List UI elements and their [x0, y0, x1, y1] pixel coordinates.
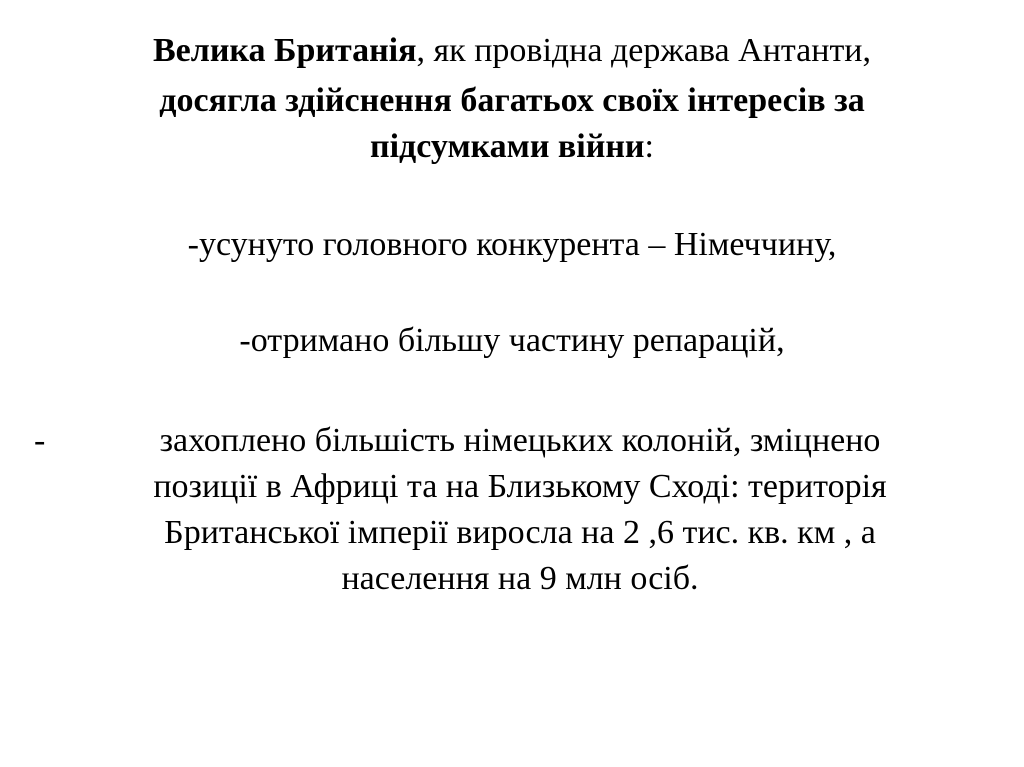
heading-line-2-bold: досягла здійснення багатьох своїх інтересів за	[159, 82, 865, 119]
heading-line-1-rest: , як провідна держава Антанти,	[416, 32, 871, 69]
heading-line-3-colon: :	[644, 128, 654, 165]
point-reparations: -отримано більшу частину репарацій,	[239, 322, 785, 359]
heading-line-3	[0, 122, 1024, 172]
heading-line-2	[0, 76, 1024, 126]
heading-bold-country: Велика Британія	[152, 32, 417, 69]
heading-line-3-bold: підсумками війни	[370, 128, 645, 165]
point-colonies-line-4: населення на 9 млн осіб.	[341, 560, 699, 597]
point-colonies-line-3: Британської імперії виросла на 2 ,6 тис. кв. км , а	[164, 514, 876, 551]
point-colonies-line-2: позиції в Африці та на Близькому Сході: територія	[153, 468, 887, 505]
point-colonies-line-1: захоплено більшість німецьких колоній, зміцнено	[159, 422, 881, 459]
heading-line-1	[0, 26, 1024, 76]
point-competitor-removed: -усунуто головного конкурента – Німеччину,	[187, 226, 837, 263]
list-dash-marker: -	[34, 422, 46, 459]
